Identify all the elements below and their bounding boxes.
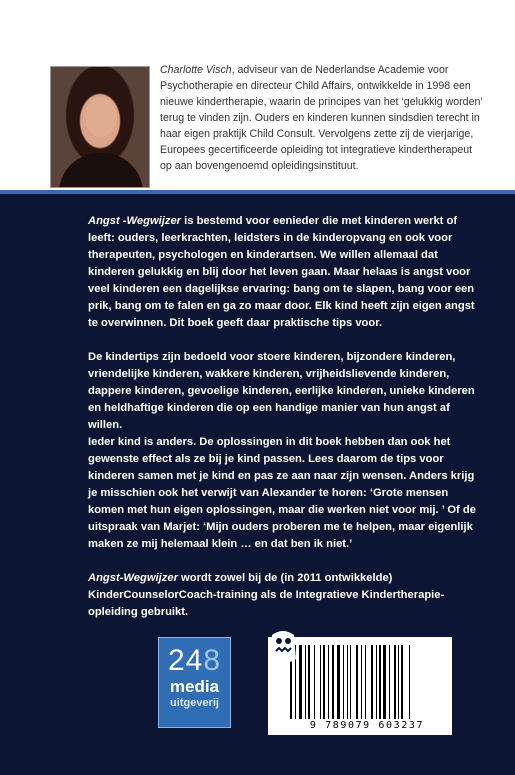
barcode-bar — [361, 645, 362, 719]
author-bio-text: , adviseur van de Nederlandse Academie voor Psychotherapie en directeur Child Affairs, ontwikkelde in 1998 een nieuwe kindertherapie, waarin de principes van het ‘gelukkig worden’ terug te vinden zijn. Ouders en kinderen kunnen sindsdien terecht in haar eigen praktijk Child Consult. Vervolgens zette zij de vierjarige, Europees gecertificeerde opleiding tot integratieve kindertherapeut op aan bovengenoemd opleidingsinstituut. — [160, 64, 483, 172]
barcode-bar — [409, 645, 410, 719]
divider-stripe — [0, 190, 515, 194]
barcode-bar — [299, 645, 302, 719]
barcode-bar — [383, 645, 386, 719]
barcode-bar — [337, 645, 340, 719]
barcode-bars — [290, 645, 444, 719]
barcode-bar — [365, 645, 366, 719]
barcode-bar — [328, 645, 329, 719]
barcode-bar — [398, 645, 399, 719]
barcode-bar — [323, 645, 325, 719]
blurb-paragraph-3: Ieder kind is anders. De oplossingen in dit boek hebben dan ook het gewenste effect als ze bij je kind passen. Lees daarom de tips voor kinderen samen met je kind en pas ze aan naar zijn wensen. Anders krijg je misschien ook het verwijt van Alexander te horen: ‘Grote mensen komen met hun eigen oplossingen, maar die werken niet voor mij. ’ Of de uitspraak van Marjet: ‘Mijn ouders proberen me te helpen, maar eigenlijk maken ze mij helemaal klein … en dat ben ik niet.’ — [88, 436, 476, 550]
barcode-bar — [376, 645, 377, 719]
barcode-bar — [371, 645, 373, 719]
isbn-number: 9 789079 603237 — [309, 720, 425, 731]
barcode-bar — [343, 645, 344, 719]
barcode-bar — [379, 645, 381, 719]
monster-icon — [268, 629, 298, 665]
barcode-bar — [389, 645, 390, 719]
logo-media: media — [169, 677, 220, 696]
author-bio — [160, 62, 485, 174]
barcode-bar — [394, 645, 396, 719]
barcode-bar — [308, 645, 310, 719]
logo-uitgeverij: uitgeverij — [170, 697, 219, 709]
barcode-bar — [350, 645, 351, 719]
logo-number-a: 24 — [167, 644, 204, 677]
barcode-bar — [401, 645, 403, 719]
barcode-bar — [314, 645, 315, 719]
book-title-2: Angst-Wegwijzer — [88, 572, 178, 584]
barcode-bar — [320, 645, 321, 719]
barcode-bar — [347, 645, 348, 719]
author-name: Charlotte Visch — [160, 64, 232, 76]
logo-number-b: 8 — [203, 644, 222, 677]
barcode-bar — [332, 645, 334, 719]
blurb — [88, 213, 478, 638]
publisher-logo — [158, 637, 231, 728]
author-photo — [50, 66, 150, 188]
book-title: Angst -Wegwijzer — [88, 215, 182, 227]
blurb-paragraph-1: Angst -Wegwijzer is bestemd voor eenieder die met kinderen werkt of leeft: ouders, leerkrachten, leidsters in de kinderopvang en ook voor therapeuten, psychologen en kinderartsen. We willen allemaal dat kinderen gelukkig en blij door het leven gaan. Maar helaas is angst voor veel kinderen een dagelijkse ervaring: bang om te slapen, bang voor een prik, bang om te falen en ga zo maar door. Elk kind heeft zijn eigen angst te overwinnen. Dit boek geeft daar praktische tips voor. — [88, 215, 475, 329]
barcode-bar — [356, 645, 358, 719]
barcode-bar — [305, 645, 306, 719]
blurb-paragraph-2: De kindertips zijn bedoeld voor stoere kinderen, bijzondere kinderen, vriendelijke kinderen, wakkere kinderen, vrijheidslievende kinderen, dappere kinderen, gevoelige kinderen, eerlijke kinderen, unieke kinderen en heldhaftige kinderen die op een handige manier van hun angst af willen. — [88, 351, 475, 431]
blurb-paragraph-4: Angst-Wegwijzer wordt zowel bij de (in 2011 ontwikkelde) KinderCounselorCoach-training als de Integratieve Kindertherapie-opleiding gebruikt. — [88, 572, 445, 618]
